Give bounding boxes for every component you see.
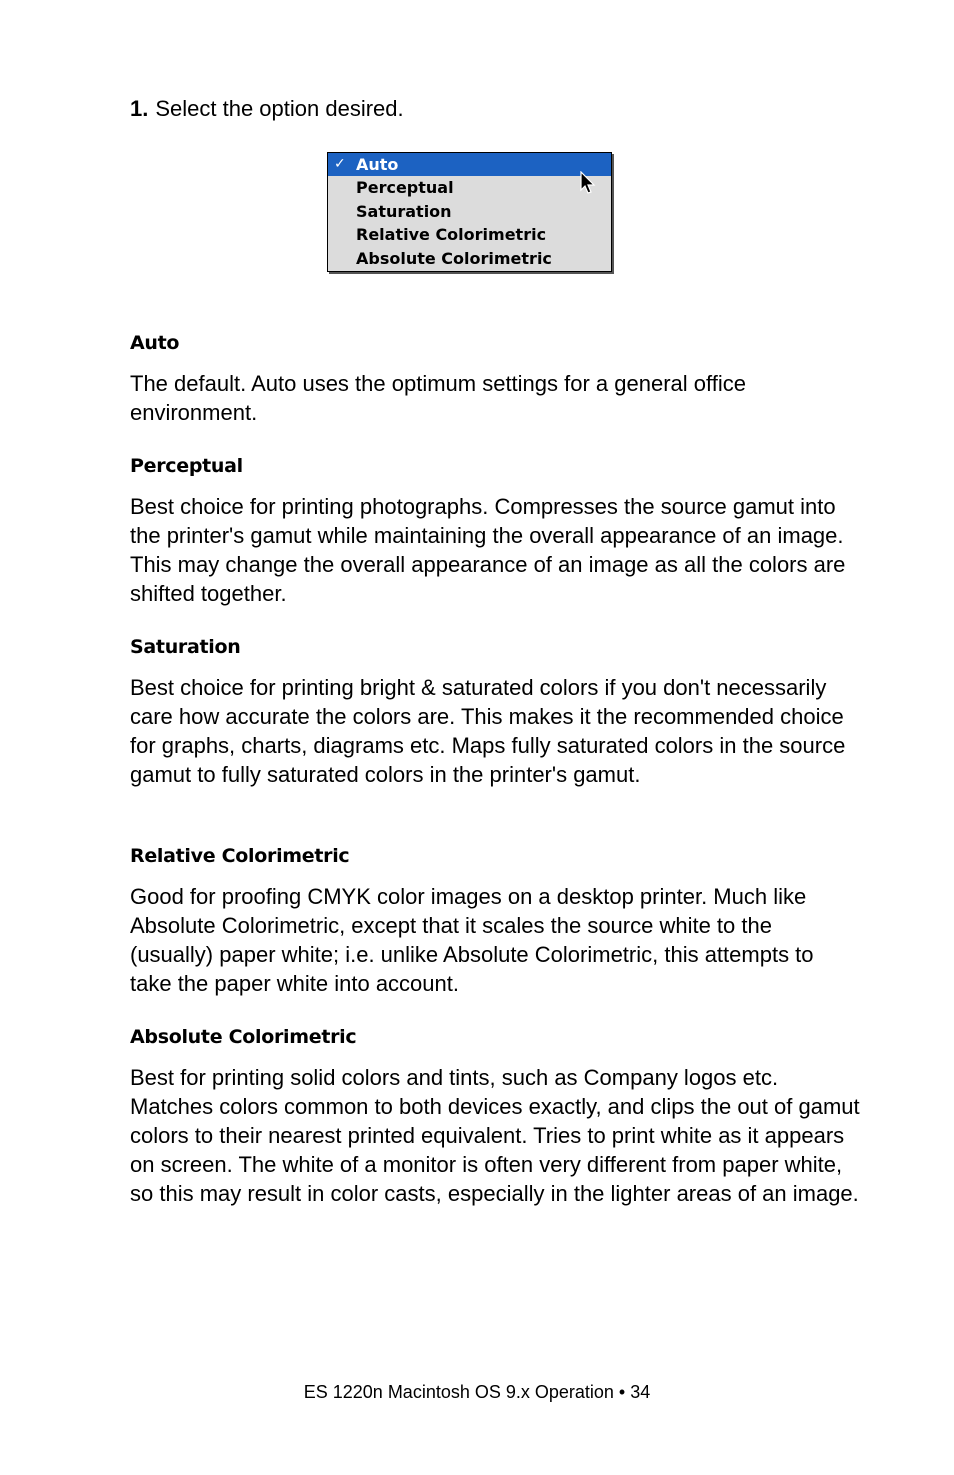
section-body-auto: The default. Auto uses the optimum settings for a general office environment. [130,371,746,425]
checkmark-icon: ✓ [334,156,346,172]
menu-item-absolute-colorimetric[interactable] [328,247,611,270]
menu-item-perceptual[interactable] [328,176,611,199]
menu-item-auto[interactable] [328,153,611,176]
menu-item-relative-colorimetric[interactable] [328,223,611,246]
menu-item-label: Relative Colorimetric [356,225,547,245]
section-title-relative-colorimetric: Relative Colorimetric [130,845,350,867]
page-footer: ES 1220n Macintosh OS 9.x Operation • 34 [303,1382,651,1402]
section-title-saturation: Saturation [130,636,241,658]
step-text: Select the option desired. [155,96,404,121]
rendering-intent-menu[interactable] [327,152,612,272]
menu-item-label: Auto [356,155,399,174]
menu-item-saturation[interactable] [328,200,611,223]
mouse-pointer-icon [580,171,596,195]
section-body-absolute-colorimetric: Best for printing solid colors and tints, such as Company logos etc. Matches colors common to both devices exactly, and clips the out of gamut colors to their nearest printed equivalent. Tries to print white as it appears on screen. The white of a monitor is often very different from paper white, so this may result in color casts, especially in the lighter areas of an image. [130,1065,860,1206]
menu-item-label: Perceptual [356,178,454,198]
section-body-relative-colorimetric: Good for proofing CMYK color images on a desktop printer. Much like Absolute Colorimetric, except that it scales the source white to the (usually) paper white; i.e. unlike Absolute Colorimetric, this attempts to take the paper white into account. [130,884,814,996]
section-body-perceptual: Best choice for printing photographs. Compresses the source gamut into the printer's gamut while maintaining the overall appearance of an image. This may change the overall appearance of an image as all the colors are shifted together. [130,494,846,606]
section-body-saturation: Best choice for printing bright & saturated colors if you don't necessarily care how accurate the colors are. This makes it the recommended choice for graphs, charts, diagrams etc. Maps fully saturated colors in the source gamut to fully saturated colors in the printer's gamut. [130,675,846,787]
step-instruction [130,95,404,123]
menu-item-label: Absolute Colorimetric [356,248,552,268]
section-title-auto: Auto [130,332,180,354]
menu-item-label: Saturation [356,201,452,221]
section-title-perceptual: Perceptual [130,455,243,477]
section-title-absolute-colorimetric: Absolute Colorimetric [130,1026,357,1048]
step-number: 1. [130,96,149,121]
